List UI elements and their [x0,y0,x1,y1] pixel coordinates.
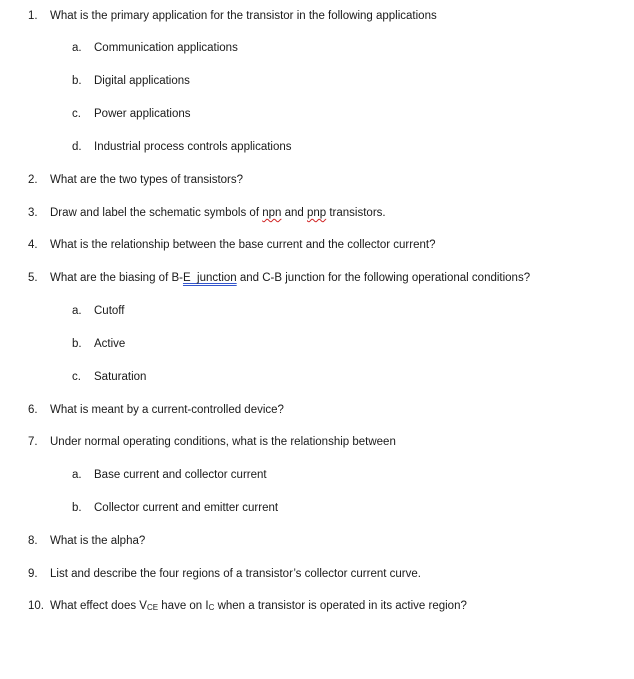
question-1-text: What is the primary application for the transistor in the following applications [50,10,437,22]
question-1d-text: Industrial process controls applications [94,141,292,153]
subscript-c: C [208,603,215,612]
question-2-text: What are the two types of transistors? [50,174,244,186]
question-3-text [50,206,386,220]
grammar-mark-e-junction: E junction [182,272,237,284]
question-1c-letter: c. [72,108,81,120]
question-6-number: 6. [28,404,38,416]
question-10-text [50,599,467,613]
question-1b-letter: b. [72,75,82,87]
question-3-number: 3. [28,207,38,219]
question-7a-letter: a. [72,469,82,481]
question-5b-letter: b. [72,338,82,350]
question-1a-letter: a. [72,42,82,54]
question-5b-text: Active [94,338,126,350]
question-4-number: 4. [28,239,38,251]
question-10-text-part: when a transistor is operated in its active region? [214,600,467,612]
question-7-number: 7. [28,436,38,448]
question-7a-text: Base current and collector current [94,469,267,481]
question-3-text-part: transistors. [326,207,386,219]
question-1b-text: Digital applications [94,75,190,87]
question-9-number: 9. [28,568,38,580]
question-10-number: 10. [28,600,44,612]
question-10-text-part: What effect does V [50,600,147,612]
question-3-text-part: Draw and label the schematic symbols of [50,207,263,219]
question-5-text-part: What are the biasing of B- [50,272,183,284]
question-5a-letter: a. [72,305,82,317]
question-7b-text: Collector current and emitter current [94,502,279,514]
question-8-number: 8. [28,535,38,547]
spellcheck-word-npn: npn [262,207,282,219]
question-1a-text: Communication applications [94,42,238,54]
subscript-ce: CE [146,603,159,612]
question-1d-letter: d. [72,141,82,153]
question-5-number: 5. [28,272,38,284]
question-9-text: List and describe the four regions of a transistor’s collector current curve. [50,568,421,580]
question-1-number: 1. [28,10,38,22]
spellcheck-word-pnp: pnp [306,207,327,219]
question-4-text: What is the relationship between the base current and the collector current? [50,239,436,251]
question-7b-letter: b. [72,502,82,514]
question-1c-text: Power applications [94,108,191,120]
question-6-text: What is meant by a current-controlled device? [50,404,284,416]
question-5a-text: Cutoff [94,305,125,317]
question-5-text-part: and C-B junction for the following operational conditions? [236,272,531,284]
question-2-number: 2. [28,174,38,186]
question-5c-text: Saturation [94,371,147,383]
question-8-text: What is the alpha? [50,535,146,547]
question-3-text-part: and [281,207,307,219]
question-10-text-part: have on I [158,600,209,612]
question-5-text [50,271,530,285]
question-5c-letter: c. [72,371,81,383]
question-7-text: Under normal operating conditions, what is the relationship between [50,436,396,448]
